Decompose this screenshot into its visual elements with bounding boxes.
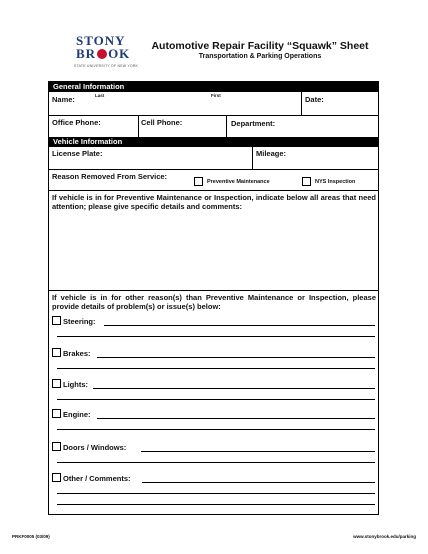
section-divider [49, 290, 378, 291]
squawk-form [48, 81, 379, 515]
logo-tagline: STATE UNIVERSITY OF NEW YORK [74, 64, 139, 68]
logo-word-brook-start: BR [76, 46, 97, 61]
other-comments-checkbox[interactable] [52, 473, 61, 482]
doors-windows-checkbox[interactable] [52, 442, 61, 451]
doors-windows-line-2[interactable] [57, 462, 375, 463]
logo-word-brook [76, 47, 130, 60]
phone-divider [138, 115, 139, 137]
engine-label: Engine: [63, 410, 91, 419]
stony-brook-logo [70, 34, 138, 76]
cell-phone-label: Cell Phone: [141, 118, 183, 127]
doors-windows-label: Doors / Windows: [63, 443, 127, 452]
name-date-divider [301, 92, 302, 115]
form-code: PRKF0005 (03/09) [12, 534, 50, 539]
steering-checkbox[interactable] [52, 316, 61, 325]
brakes-line-2[interactable] [57, 368, 375, 369]
nys-inspection-label: NYS Inspection [315, 179, 356, 185]
doors-windows-line[interactable] [141, 451, 375, 452]
first-name-hint: First [211, 93, 221, 98]
page-subtitle: Transportation & Parking Operations [198, 53, 322, 60]
general-information-heading: General Information [49, 82, 378, 92]
date-label: Date: [305, 95, 324, 104]
brakes-line[interactable] [97, 357, 375, 358]
mileage-label: Mileage: [256, 149, 287, 158]
last-name-hint: Last [95, 93, 105, 98]
logo-word-stony: STONY [76, 33, 126, 48]
row-divider [49, 169, 378, 170]
footer-url: www.stonybrook.edu/parking [353, 534, 416, 539]
row-divider [49, 115, 378, 116]
lights-checkbox[interactable] [52, 379, 61, 388]
brakes-label: Brakes: [63, 349, 91, 358]
lights-label: Lights: [63, 380, 88, 389]
license-plate-label: License Plate: [52, 149, 103, 158]
page-title: Automotive Repair Facility “Squawk” Sheet [151, 40, 369, 52]
steering-line-2[interactable] [57, 336, 375, 337]
other-comments-label: Other / Comments: [63, 474, 131, 483]
engine-checkbox[interactable] [52, 409, 61, 418]
office-phone-label: Office Phone: [52, 118, 101, 127]
preventive-maintenance-prompt: If vehicle is in for Preventive Maintenance or Inspection, indicate below all areas that need attention; please give specific details and comments: [52, 193, 376, 211]
other-comments-line[interactable] [142, 482, 375, 483]
name-label: Name: [52, 95, 75, 104]
other-reason-prompt: If vehicle is in for other reason(s) than Preventive Maintenance or Inspection, please provide details of problem(s) or issue(s) below: [52, 293, 376, 311]
lights-line[interactable] [93, 388, 375, 389]
preventive-maintenance-checkbox[interactable] [194, 177, 203, 186]
brakes-checkbox[interactable] [52, 348, 61, 357]
department-label: Department: [231, 119, 276, 128]
vehicle-information-heading: Vehicle Information [49, 137, 378, 147]
nys-inspection-checkbox[interactable] [302, 177, 311, 186]
preventive-maintenance-label: Preventive Maintenance [207, 179, 270, 185]
lights-line-2[interactable] [57, 399, 375, 400]
engine-line-2[interactable] [57, 429, 375, 430]
row-divider [49, 190, 378, 191]
steering-line[interactable] [104, 325, 375, 326]
logo-o-mark-icon [97, 49, 107, 59]
other-comments-line-2[interactable] [57, 493, 375, 494]
other-comments-line-3[interactable] [57, 504, 375, 505]
steering-label: Steering: [63, 317, 96, 326]
engine-line[interactable] [97, 418, 375, 419]
license-mileage-divider [252, 147, 253, 169]
logo-word-brook-end: OK [108, 46, 131, 61]
reason-removed-label: Reason Removed From Service: [52, 172, 168, 181]
department-divider [226, 115, 227, 137]
